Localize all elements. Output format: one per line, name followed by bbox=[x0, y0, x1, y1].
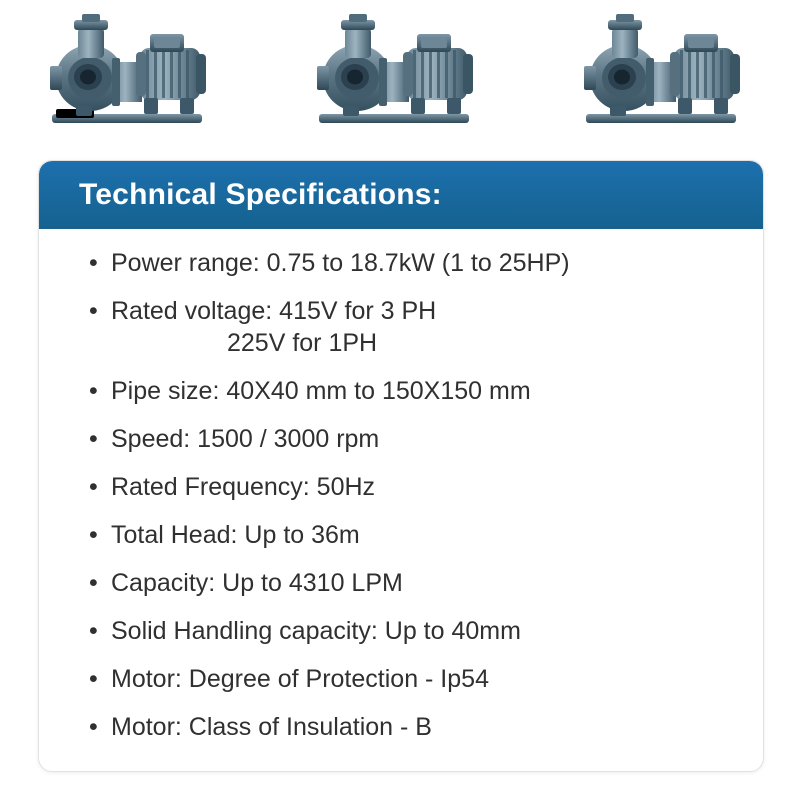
spec-text: Solid Handling capacity: Up to 40mm bbox=[111, 617, 521, 645]
product-image-1 bbox=[38, 10, 228, 140]
spec-text: Capacity: Up to 4310 LPM bbox=[111, 569, 403, 597]
bullet-icon: • bbox=[89, 713, 98, 741]
spec-card-header bbox=[39, 161, 763, 229]
spec-text: Speed: 1500 / 3000 rpm bbox=[111, 425, 380, 453]
bullet-icon: • bbox=[89, 617, 98, 645]
bullet-icon: • bbox=[89, 569, 98, 597]
list-item bbox=[39, 423, 763, 455]
pump-icon bbox=[38, 10, 228, 140]
list-item bbox=[39, 471, 763, 503]
product-image-2 bbox=[305, 10, 495, 140]
spec-text: Rated Frequency: 50Hz bbox=[111, 473, 376, 501]
bullet-icon: • bbox=[89, 297, 98, 325]
pump-icon bbox=[572, 10, 762, 140]
list-item bbox=[39, 295, 763, 359]
list-item bbox=[39, 567, 763, 599]
bullet-icon: • bbox=[89, 521, 98, 549]
list-item bbox=[39, 247, 763, 279]
bullet-icon: • bbox=[89, 377, 98, 405]
pump-icon bbox=[305, 10, 495, 140]
list-item bbox=[39, 711, 763, 743]
spec-text: Motor: Degree of Protection - Ip54 bbox=[111, 665, 489, 693]
specification-list bbox=[39, 229, 763, 743]
list-item bbox=[39, 615, 763, 647]
bullet-icon: • bbox=[89, 249, 98, 277]
page-title: Technical Specifications: bbox=[79, 178, 442, 211]
bullet-icon: • bbox=[89, 473, 98, 501]
technical-specifications-card bbox=[38, 160, 764, 772]
spec-text-sub: 225V for 1PH bbox=[227, 329, 378, 357]
list-item bbox=[39, 519, 763, 551]
product-image-3 bbox=[572, 10, 762, 140]
spec-text: Total Head: Up to 36m bbox=[111, 521, 360, 549]
spec-text: Rated voltage: 415V for 3 PH bbox=[111, 297, 437, 325]
spec-text: Pipe size: 40X40 mm to 150X150 mm bbox=[111, 377, 531, 405]
spec-text: Motor: Class of Insulation - B bbox=[111, 713, 432, 741]
list-item bbox=[39, 375, 763, 407]
list-item bbox=[39, 663, 763, 695]
bullet-icon: • bbox=[89, 665, 98, 693]
spec-text: Power range: 0.75 to 18.7kW (1 to 25HP) bbox=[111, 249, 570, 277]
product-image-strip bbox=[0, 0, 800, 150]
bullet-icon: • bbox=[89, 425, 98, 453]
